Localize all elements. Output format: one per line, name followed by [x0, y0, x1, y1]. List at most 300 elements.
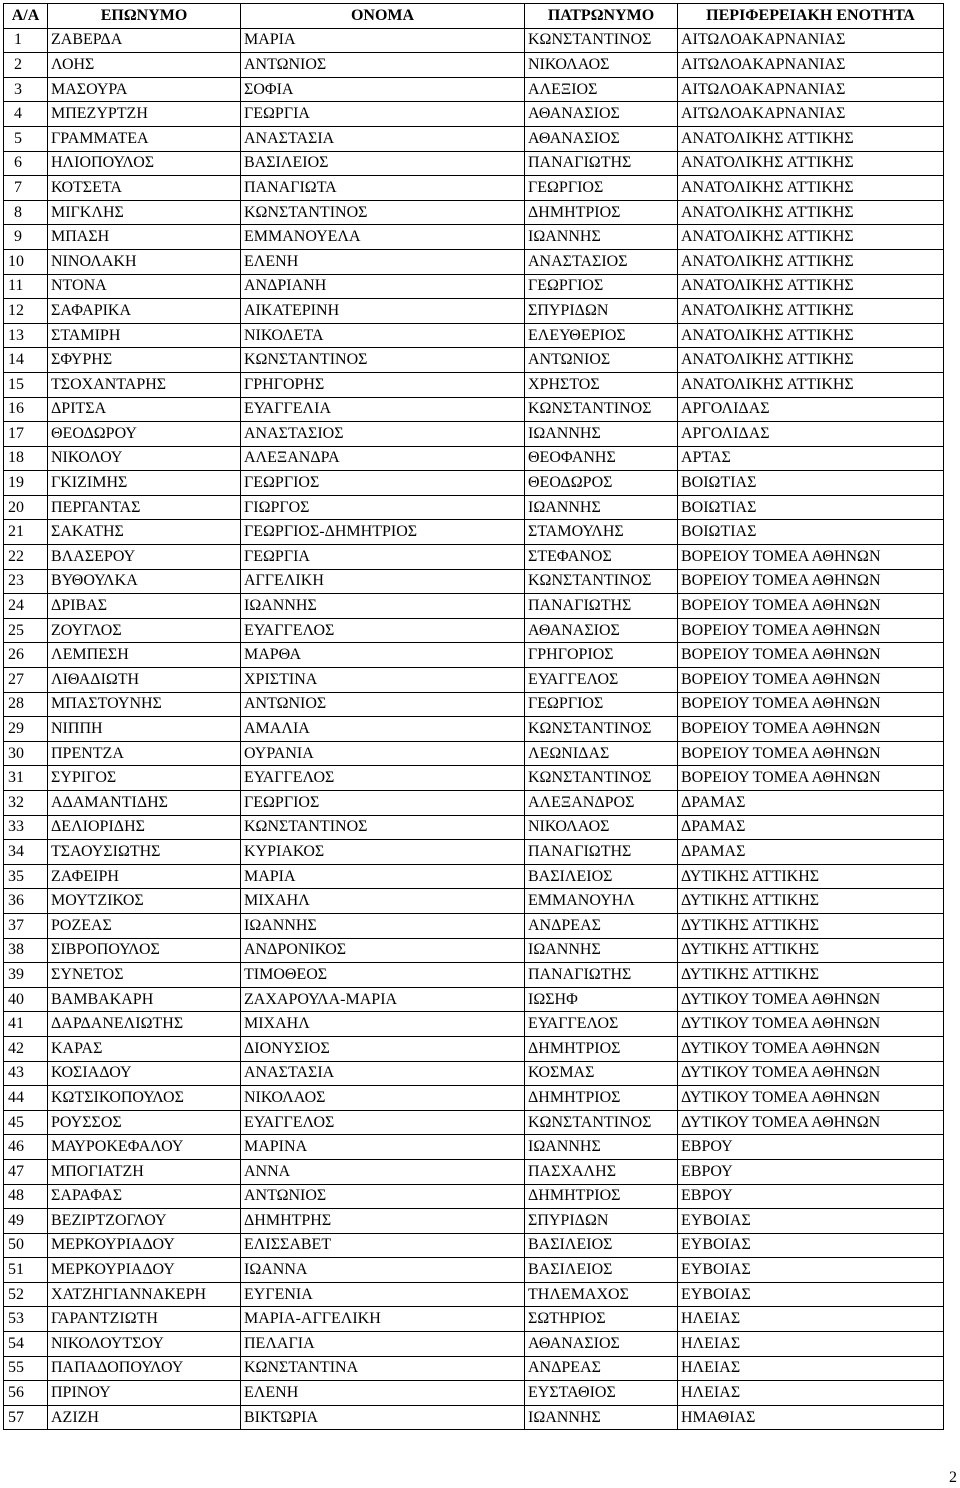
table-row: [4, 1209, 944, 1234]
row-index-cell: 24: [4, 594, 48, 619]
row-index-cell: 1: [4, 28, 48, 53]
regional-unit-cell: ΒΟΡΕΙΟΥ ΤΟΜΕΑ ΑΘΗΝΩΝ: [678, 643, 944, 668]
row-index-cell: 8: [4, 200, 48, 225]
row-index-cell: 45: [4, 1110, 48, 1135]
row-index-cell: 35: [4, 864, 48, 889]
surname-cell: ΝΙΚΟΛΟΥΤΣΟΥ: [48, 1332, 241, 1357]
table-row: [4, 741, 944, 766]
surname-cell: ΜΠΟΓΙΑΤΖΗ: [48, 1159, 241, 1184]
table-row: [4, 323, 944, 348]
regional-unit-cell: ΔΥΤΙΚΟΥ ΤΟΜΕΑ ΑΘΗΝΩΝ: [678, 987, 944, 1012]
row-index-cell: 41: [4, 1012, 48, 1037]
patronymic-cell: ΘΕΟΔΩΡΟΣ: [525, 471, 678, 496]
patronymic-cell: ΣΠΥΡΙΔΩΝ: [525, 1209, 678, 1234]
surname-cell: ΜΠΑΣΤΟΥΝΗΣ: [48, 692, 241, 717]
surname-cell: ΤΣΑΟΥΣΙΩΤΗΣ: [48, 840, 241, 865]
surname-cell: ΜΕΡΚΟΥΡΙΑΔΟΥ: [48, 1233, 241, 1258]
regional-unit-cell: ΔΥΤΙΚΗΣ ΑΤΤΙΚΗΣ: [678, 913, 944, 938]
table-row: [4, 1405, 944, 1430]
table-row: [4, 422, 944, 447]
surname-cell: ΣΑΚΑΤΗΣ: [48, 520, 241, 545]
row-index-cell: 33: [4, 815, 48, 840]
row-index-cell: 52: [4, 1282, 48, 1307]
surname-cell: ΜΑΣΟΥΡΑ: [48, 77, 241, 102]
patronymic-cell: ΤΗΛΕΜΑΧΟΣ: [525, 1282, 678, 1307]
patronymic-cell: ΒΑΣΙΛΕΙΟΣ: [525, 864, 678, 889]
first-name-cell: ΜΑΡΙΑ-ΑΓΓΕΛΙΚΗ: [241, 1307, 525, 1332]
table-body: [4, 28, 944, 1430]
patronymic-cell: ΠΑΝΑΓΙΩΤΗΣ: [525, 840, 678, 865]
patronymic-cell: ΒΑΣΙΛΕΙΟΣ: [525, 1233, 678, 1258]
header-patronymic: ΠΑΤΡΩΝΥΜΟ: [525, 4, 678, 29]
surname-cell: ΓΡΑΜΜΑΤΕΑ: [48, 126, 241, 151]
first-name-cell: ΑΙΚΑΤΕΡΙΝΗ: [241, 299, 525, 324]
regional-unit-cell: ΗΛΕΙΑΣ: [678, 1381, 944, 1406]
surname-cell: ΠΡΙΝΟΥ: [48, 1381, 241, 1406]
surname-cell: ΗΛΙΟΠΟΥΛΟΣ: [48, 151, 241, 176]
regional-unit-cell: ΕΒΡΟΥ: [678, 1135, 944, 1160]
regional-unit-cell: ΕΥΒΟΙΑΣ: [678, 1258, 944, 1283]
table-row: [4, 1233, 944, 1258]
table-row: [4, 1159, 944, 1184]
row-index-cell: 15: [4, 372, 48, 397]
row-index-cell: 5: [4, 126, 48, 151]
patronymic-cell: ΑΝΔΡΕΑΣ: [525, 1356, 678, 1381]
patronymic-cell: ΔΗΜΗΤΡΙΟΣ: [525, 1086, 678, 1111]
patronymic-cell: ΣΤΕΦΑΝΟΣ: [525, 545, 678, 570]
first-name-cell: ΑΝΔΡΙΑΝΗ: [241, 274, 525, 299]
first-name-cell: ΒΙΚΤΩΡΙΑ: [241, 1405, 525, 1430]
surname-cell: ΔΡΙΒΑΣ: [48, 594, 241, 619]
surname-cell: ΒΕΖΙΡΤΖΟΓΛΟΥ: [48, 1209, 241, 1234]
first-name-cell: ΝΙΚΟΛΕΤΑ: [241, 323, 525, 348]
table-row: [4, 520, 944, 545]
regional-unit-cell: ΑΙΤΩΛΟΑΚΑΡΝΑΝΙΑΣ: [678, 28, 944, 53]
first-name-cell: ΣΟΦΙΑ: [241, 77, 525, 102]
first-name-cell: ΚΩΝΣΤΑΝΤΙΝΟΣ: [241, 815, 525, 840]
surname-cell: ΡΟΖΕΑΣ: [48, 913, 241, 938]
patronymic-cell: ΣΩΤΗΡΙΟΣ: [525, 1307, 678, 1332]
table-header: [4, 4, 944, 29]
row-index-cell: 32: [4, 791, 48, 816]
first-name-cell: ΜΙΧΑΗΛ: [241, 889, 525, 914]
regional-unit-cell: ΕΥΒΟΙΑΣ: [678, 1233, 944, 1258]
patronymic-cell: ΚΩΝΣΤΑΝΤΙΝΟΣ: [525, 397, 678, 422]
regional-unit-cell: ΑΙΤΩΛΟΑΚΑΡΝΑΝΙΑΣ: [678, 53, 944, 78]
patronymic-cell: ΠΑΝΑΓΙΩΤΗΣ: [525, 594, 678, 619]
first-name-cell: ΑΓΓΕΛΙΚΗ: [241, 569, 525, 594]
patronymic-cell: ΓΕΩΡΓΙΟΣ: [525, 692, 678, 717]
roster-table: [3, 3, 944, 1430]
surname-cell: ΛΙΘΑΔΙΩΤΗ: [48, 668, 241, 693]
surname-cell: ΡΟΥΣΣΟΣ: [48, 1110, 241, 1135]
row-index-cell: 51: [4, 1258, 48, 1283]
first-name-cell: ΜΑΡΘΑ: [241, 643, 525, 668]
surname-cell: ΓΚΙΖΙΜΗΣ: [48, 471, 241, 496]
regional-unit-cell: ΒΟΡΕΙΟΥ ΤΟΜΕΑ ΑΘΗΝΩΝ: [678, 766, 944, 791]
first-name-cell: ΑΝΑΣΤΑΣΙΟΣ: [241, 422, 525, 447]
table-row: [4, 1036, 944, 1061]
row-index-cell: 29: [4, 717, 48, 742]
patronymic-cell: ΑΝΑΣΤΑΣΙΟΣ: [525, 249, 678, 274]
regional-unit-cell: ΑΝΑΤΟΛΙΚΗΣ ΑΤΤΙΚΗΣ: [678, 176, 944, 201]
patronymic-cell: ΕΛΕΥΘΕΡΙΟΣ: [525, 323, 678, 348]
regional-unit-cell: ΗΛΕΙΑΣ: [678, 1332, 944, 1357]
patronymic-cell: ΑΝΤΩΝΙΟΣ: [525, 348, 678, 373]
table-row: [4, 225, 944, 250]
table-row: [4, 692, 944, 717]
table-row: [4, 1135, 944, 1160]
row-index-cell: 31: [4, 766, 48, 791]
first-name-cell: ΙΩΑΝΝΗΣ: [241, 594, 525, 619]
row-index-cell: 40: [4, 987, 48, 1012]
table-row: [4, 987, 944, 1012]
row-index-cell: 28: [4, 692, 48, 717]
row-index-cell: 30: [4, 741, 48, 766]
table-row: [4, 102, 944, 127]
first-name-cell: ΕΜΜΑΝΟΥΕΛΑ: [241, 225, 525, 250]
surname-cell: ΓΑΡΑΝΤΖΙΩΤΗ: [48, 1307, 241, 1332]
table-row: [4, 176, 944, 201]
surname-cell: ΛΟΗΣ: [48, 53, 241, 78]
row-index-cell: 25: [4, 618, 48, 643]
patronymic-cell: ΙΩΑΝΝΗΣ: [525, 495, 678, 520]
row-index-cell: 37: [4, 913, 48, 938]
patronymic-cell: ΚΩΝΣΤΑΝΤΙΝΟΣ: [525, 1110, 678, 1135]
regional-unit-cell: ΒΟΙΩΤΙΑΣ: [678, 471, 944, 496]
regional-unit-cell: ΗΛΕΙΑΣ: [678, 1307, 944, 1332]
table-row: [4, 643, 944, 668]
row-index-cell: 56: [4, 1381, 48, 1406]
row-index-cell: 34: [4, 840, 48, 865]
surname-cell: ΝΙΚΟΛΟΥ: [48, 446, 241, 471]
surname-cell: ΚΟΣΙΑΔΟΥ: [48, 1061, 241, 1086]
first-name-cell: ΧΡΙΣΤΙΝΑ: [241, 668, 525, 693]
regional-unit-cell: ΒΟΡΕΙΟΥ ΤΟΜΕΑ ΑΘΗΝΩΝ: [678, 618, 944, 643]
first-name-cell: ΠΕΛΑΓΙΑ: [241, 1332, 525, 1357]
patronymic-cell: ΣΤΑΜΟΥΛΗΣ: [525, 520, 678, 545]
row-index-cell: 10: [4, 249, 48, 274]
row-index-cell: 43: [4, 1061, 48, 1086]
header-surname: ΕΠΩΝΥΜΟ: [48, 4, 241, 29]
first-name-cell: ΒΑΣΙΛΕΙΟΣ: [241, 151, 525, 176]
regional-unit-cell: ΔΥΤΙΚΗΣ ΑΤΤΙΚΗΣ: [678, 864, 944, 889]
surname-cell: ΒΥΘΟΥΛΚΑ: [48, 569, 241, 594]
table-row: [4, 963, 944, 988]
first-name-cell: ΜΑΡΙΑ: [241, 28, 525, 53]
table-row: [4, 372, 944, 397]
table-row: [4, 1307, 944, 1332]
first-name-cell: ΑΝΤΩΝΙΟΣ: [241, 53, 525, 78]
patronymic-cell: ΕΥΑΓΓΕΛΟΣ: [525, 1012, 678, 1037]
row-index-cell: 54: [4, 1332, 48, 1357]
first-name-cell: ΖΑΧΑΡΟΥΛΑ-ΜΑΡΙΑ: [241, 987, 525, 1012]
table-row: [4, 668, 944, 693]
header-regional-unit: ΠΕΡΙΦΕΡΕΙΑΚΗ ΕΝΟΤΗΤΑ: [678, 4, 944, 29]
regional-unit-cell: ΔΥΤΙΚΟΥ ΤΟΜΕΑ ΑΘΗΝΩΝ: [678, 1012, 944, 1037]
first-name-cell: ΙΩΑΝΝΑ: [241, 1258, 525, 1283]
first-name-cell: ΕΥΑΓΓΕΛΟΣ: [241, 618, 525, 643]
regional-unit-cell: ΔΡΑΜΑΣ: [678, 791, 944, 816]
patronymic-cell: ΙΩΑΝΝΗΣ: [525, 422, 678, 447]
patronymic-cell: ΕΥΣΤΑΘΙΟΣ: [525, 1381, 678, 1406]
surname-cell: ΚΑΡΑΣ: [48, 1036, 241, 1061]
header-index: Α/Α: [4, 4, 48, 29]
table-row: [4, 397, 944, 422]
regional-unit-cell: ΕΥΒΟΙΑΣ: [678, 1209, 944, 1234]
table-row: [4, 545, 944, 570]
patronymic-cell: ΑΛΕΞΙΟΣ: [525, 77, 678, 102]
table-row: [4, 77, 944, 102]
first-name-cell: ΑΝΔΡΟΝΙΚΟΣ: [241, 938, 525, 963]
regional-unit-cell: ΑΝΑΤΟΛΙΚΗΣ ΑΤΤΙΚΗΣ: [678, 225, 944, 250]
table-row: [4, 495, 944, 520]
row-index-cell: 18: [4, 446, 48, 471]
regional-unit-cell: ΒΟΡΕΙΟΥ ΤΟΜΕΑ ΑΘΗΝΩΝ: [678, 717, 944, 742]
regional-unit-cell: ΑΡΓΟΛΙΔΑΣ: [678, 397, 944, 422]
table-row: [4, 938, 944, 963]
table-row: [4, 1012, 944, 1037]
patronymic-cell: ΒΑΣΙΛΕΙΟΣ: [525, 1258, 678, 1283]
patronymic-cell: ΑΘΑΝΑΣΙΟΣ: [525, 1332, 678, 1357]
regional-unit-cell: ΔΥΤΙΚΟΥ ΤΟΜΕΑ ΑΘΗΝΩΝ: [678, 1086, 944, 1111]
patronymic-cell: ΝΙΚΟΛΑΟΣ: [525, 53, 678, 78]
first-name-cell: ΕΥΑΓΓΕΛΙΑ: [241, 397, 525, 422]
patronymic-cell: ΚΩΝΣΤΑΝΤΙΝΟΣ: [525, 28, 678, 53]
regional-unit-cell: ΒΟΡΕΙΟΥ ΤΟΜΕΑ ΑΘΗΝΩΝ: [678, 569, 944, 594]
patronymic-cell: ΙΩΑΝΝΗΣ: [525, 1405, 678, 1430]
regional-unit-cell: ΑΝΑΤΟΛΙΚΗΣ ΑΤΤΙΚΗΣ: [678, 348, 944, 373]
first-name-cell: ΕΥΑΓΓΕΛΟΣ: [241, 1110, 525, 1135]
first-name-cell: ΚΩΝΣΤΑΝΤΙΝΟΣ: [241, 348, 525, 373]
row-index-cell: 36: [4, 889, 48, 914]
row-index-cell: 4: [4, 102, 48, 127]
table-row: [4, 126, 944, 151]
row-index-cell: 39: [4, 963, 48, 988]
surname-cell: ΔΡΙΤΣΑ: [48, 397, 241, 422]
regional-unit-cell: ΗΜΑΘΙΑΣ: [678, 1405, 944, 1430]
table-row: [4, 889, 944, 914]
row-index-cell: 46: [4, 1135, 48, 1160]
row-index-cell: 55: [4, 1356, 48, 1381]
patronymic-cell: ΑΝΔΡΕΑΣ: [525, 913, 678, 938]
surname-cell: ΠΑΠΑΔΟΠΟΥΛΟΥ: [48, 1356, 241, 1381]
regional-unit-cell: ΕΒΡΟΥ: [678, 1159, 944, 1184]
patronymic-cell: ΙΩΣΗΦ: [525, 987, 678, 1012]
surname-cell: ΔΕΛΙΟΡΙΔΗΣ: [48, 815, 241, 840]
row-index-cell: 47: [4, 1159, 48, 1184]
patronymic-cell: ΓΕΩΡΓΙΟΣ: [525, 176, 678, 201]
patronymic-cell: ΙΩΑΝΝΗΣ: [525, 225, 678, 250]
surname-cell: ΤΣΟΧΑΝΤΑΡΗΣ: [48, 372, 241, 397]
table-row: [4, 348, 944, 373]
patronymic-cell: ΙΩΑΝΝΗΣ: [525, 1135, 678, 1160]
row-index-cell: 21: [4, 520, 48, 545]
row-index-cell: 22: [4, 545, 48, 570]
surname-cell: ΜΠΕΖΥΡΤΖΗ: [48, 102, 241, 127]
row-index-cell: 3: [4, 77, 48, 102]
table-row: [4, 864, 944, 889]
header-row: [4, 4, 944, 29]
patronymic-cell: ΚΩΝΣΤΑΝΤΙΝΟΣ: [525, 717, 678, 742]
surname-cell: ΝΙΝΟΛΑΚΗ: [48, 249, 241, 274]
row-index-cell: 13: [4, 323, 48, 348]
row-index-cell: 27: [4, 668, 48, 693]
table-row: [4, 1061, 944, 1086]
row-index-cell: 48: [4, 1184, 48, 1209]
row-index-cell: 44: [4, 1086, 48, 1111]
surname-cell: ΖΟΥΓΛΟΣ: [48, 618, 241, 643]
table-row: [4, 28, 944, 53]
surname-cell: ΑΔΑΜΑΝΤΙΔΗΣ: [48, 791, 241, 816]
first-name-cell: ΑΝΤΩΝΙΟΣ: [241, 1184, 525, 1209]
regional-unit-cell: ΑΝΑΤΟΛΙΚΗΣ ΑΤΤΙΚΗΣ: [678, 323, 944, 348]
table-row: [4, 717, 944, 742]
table-row: [4, 1356, 944, 1381]
regional-unit-cell: ΕΒΡΟΥ: [678, 1184, 944, 1209]
first-name-cell: ΕΛΕΝΗ: [241, 1381, 525, 1406]
first-name-cell: ΕΛΙΣΣΑΒΕΤ: [241, 1233, 525, 1258]
row-index-cell: 49: [4, 1209, 48, 1234]
table-row: [4, 791, 944, 816]
row-index-cell: 19: [4, 471, 48, 496]
patronymic-cell: ΣΠΥΡΙΔΩΝ: [525, 299, 678, 324]
regional-unit-cell: ΔΥΤΙΚΟΥ ΤΟΜΕΑ ΑΘΗΝΩΝ: [678, 1061, 944, 1086]
patronymic-cell: ΘΕΟΦΑΝΗΣ: [525, 446, 678, 471]
first-name-cell: ΕΛΕΝΗ: [241, 249, 525, 274]
first-name-cell: ΓΕΩΡΓΙΑ: [241, 545, 525, 570]
regional-unit-cell: ΑΝΑΤΟΛΙΚΗΣ ΑΤΤΙΚΗΣ: [678, 372, 944, 397]
regional-unit-cell: ΔΥΤΙΚΗΣ ΑΤΤΙΚΗΣ: [678, 938, 944, 963]
surname-cell: ΖΑΦΕΙΡΗ: [48, 864, 241, 889]
table-row: [4, 1086, 944, 1111]
row-index-cell: 42: [4, 1036, 48, 1061]
table-row: [4, 913, 944, 938]
row-index-cell: 6: [4, 151, 48, 176]
row-index-cell: 11: [4, 274, 48, 299]
surname-cell: ΝΙΠΠΗ: [48, 717, 241, 742]
table-row: [4, 1110, 944, 1135]
row-index-cell: 14: [4, 348, 48, 373]
regional-unit-cell: ΒΟΡΕΙΟΥ ΤΟΜΕΑ ΑΘΗΝΩΝ: [678, 692, 944, 717]
surname-cell: ΜΟΥΤΖΙΚΟΣ: [48, 889, 241, 914]
surname-cell: ΔΑΡΔΑΝΕΛΙΩΤΗΣ: [48, 1012, 241, 1037]
table-row: [4, 446, 944, 471]
first-name-cell: ΤΙΜΟΘΕΟΣ: [241, 963, 525, 988]
regional-unit-cell: ΑΡΤΑΣ: [678, 446, 944, 471]
first-name-cell: ΓΕΩΡΓΙΑ: [241, 102, 525, 127]
first-name-cell: ΔΙΟΝΥΣΙΟΣ: [241, 1036, 525, 1061]
table-row: [4, 249, 944, 274]
surname-cell: ΣΥΝΕΤΟΣ: [48, 963, 241, 988]
table-row: [4, 151, 944, 176]
first-name-cell: ΓΕΩΡΓΙΟΣ: [241, 471, 525, 496]
first-name-cell: ΓΡΗΓΟΡΗΣ: [241, 372, 525, 397]
first-name-cell: ΓΕΩΡΓΙΟΣ-ΔΗΜΗΤΡΙΟΣ: [241, 520, 525, 545]
row-index-cell: 23: [4, 569, 48, 594]
table-row: [4, 1282, 944, 1307]
table-row: [4, 840, 944, 865]
surname-cell: ΠΕΡΓΑΝΤΑΣ: [48, 495, 241, 520]
table-row: [4, 1258, 944, 1283]
patronymic-cell: ΧΡΗΣΤΟΣ: [525, 372, 678, 397]
surname-cell: ΚΩΤΣΙΚΟΠΟΥΛΟΣ: [48, 1086, 241, 1111]
patronymic-cell: ΠΑΣΧΑΛΗΣ: [525, 1159, 678, 1184]
regional-unit-cell: ΔΡΑΜΑΣ: [678, 840, 944, 865]
regional-unit-cell: ΒΟΡΕΙΟΥ ΤΟΜΕΑ ΑΘΗΝΩΝ: [678, 668, 944, 693]
surname-cell: ΠΡΕΝΤΖΑ: [48, 741, 241, 766]
table-row: [4, 53, 944, 78]
regional-unit-cell: ΗΛΕΙΑΣ: [678, 1356, 944, 1381]
row-index-cell: 2: [4, 53, 48, 78]
row-index-cell: 16: [4, 397, 48, 422]
regional-unit-cell: ΔΥΤΙΚΟΥ ΤΟΜΕΑ ΑΘΗΝΩΝ: [678, 1110, 944, 1135]
row-index-cell: 57: [4, 1405, 48, 1430]
row-index-cell: 7: [4, 176, 48, 201]
patronymic-cell: ΙΩΑΝΝΗΣ: [525, 938, 678, 963]
regional-unit-cell: ΑΝΑΤΟΛΙΚΗΣ ΑΤΤΙΚΗΣ: [678, 299, 944, 324]
first-name-cell: ΑΛΕΞΑΝΔΡΑ: [241, 446, 525, 471]
surname-cell: ΣΑΡΑΦΑΣ: [48, 1184, 241, 1209]
header-first-name: ΟΝΟΜΑ: [241, 4, 525, 29]
patronymic-cell: ΚΟΣΜΑΣ: [525, 1061, 678, 1086]
surname-cell: ΣΙΒΡΟΠΟΥΛΟΣ: [48, 938, 241, 963]
table-row: [4, 815, 944, 840]
row-index-cell: 17: [4, 422, 48, 447]
surname-cell: ΜΑΥΡΟΚΕΦΑΛΟΥ: [48, 1135, 241, 1160]
surname-cell: ΚΟΤΣΕΤΑ: [48, 176, 241, 201]
table-row: [4, 471, 944, 496]
row-index-cell: 20: [4, 495, 48, 520]
regional-unit-cell: ΕΥΒΟΙΑΣ: [678, 1282, 944, 1307]
patronymic-cell: ΔΗΜΗΤΡΙΟΣ: [525, 200, 678, 225]
row-index-cell: 50: [4, 1233, 48, 1258]
first-name-cell: ΝΙΚΟΛΑΟΣ: [241, 1086, 525, 1111]
patronymic-cell: ΓΡΗΓΟΡΙΟΣ: [525, 643, 678, 668]
first-name-cell: ΓΙΩΡΓΟΣ: [241, 495, 525, 520]
table-row: [4, 1381, 944, 1406]
first-name-cell: ΑΝΑΣΤΑΣΙΑ: [241, 126, 525, 151]
row-index-cell: 9: [4, 225, 48, 250]
surname-cell: ΝΤΟΝΑ: [48, 274, 241, 299]
page-number: 2: [949, 1469, 957, 1486]
first-name-cell: ΙΩΑΝΝΗΣ: [241, 913, 525, 938]
first-name-cell: ΑΜΑΛΙΑ: [241, 717, 525, 742]
row-index-cell: 26: [4, 643, 48, 668]
regional-unit-cell: ΑΝΑΤΟΛΙΚΗΣ ΑΤΤΙΚΗΣ: [678, 151, 944, 176]
surname-cell: ΣΥΡΙΓΟΣ: [48, 766, 241, 791]
table-row: [4, 274, 944, 299]
first-name-cell: ΔΗΜΗΤΡΗΣ: [241, 1209, 525, 1234]
regional-unit-cell: ΑΝΑΤΟΛΙΚΗΣ ΑΤΤΙΚΗΣ: [678, 274, 944, 299]
regional-unit-cell: ΑΝΑΤΟΛΙΚΗΣ ΑΤΤΙΚΗΣ: [678, 200, 944, 225]
first-name-cell: ΚΩΝΣΤΑΝΤΙΝΑ: [241, 1356, 525, 1381]
table-row: [4, 594, 944, 619]
first-name-cell: ΕΥΑΓΓΕΛΟΣ: [241, 766, 525, 791]
table-row: [4, 299, 944, 324]
regional-unit-cell: ΔΡΑΜΑΣ: [678, 815, 944, 840]
first-name-cell: ΜΑΡΙΝΑ: [241, 1135, 525, 1160]
regional-unit-cell: ΒΟΙΩΤΙΑΣ: [678, 520, 944, 545]
table-row: [4, 1332, 944, 1357]
patronymic-cell: ΚΩΝΣΤΑΝΤΙΝΟΣ: [525, 569, 678, 594]
table-row: [4, 618, 944, 643]
patronymic-cell: ΓΕΩΡΓΙΟΣ: [525, 274, 678, 299]
regional-unit-cell: ΔΥΤΙΚΗΣ ΑΤΤΙΚΗΣ: [678, 963, 944, 988]
regional-unit-cell: ΒΟΙΩΤΙΑΣ: [678, 495, 944, 520]
table-row: [4, 1184, 944, 1209]
patronymic-cell: ΠΑΝΑΓΙΩΤΗΣ: [525, 963, 678, 988]
